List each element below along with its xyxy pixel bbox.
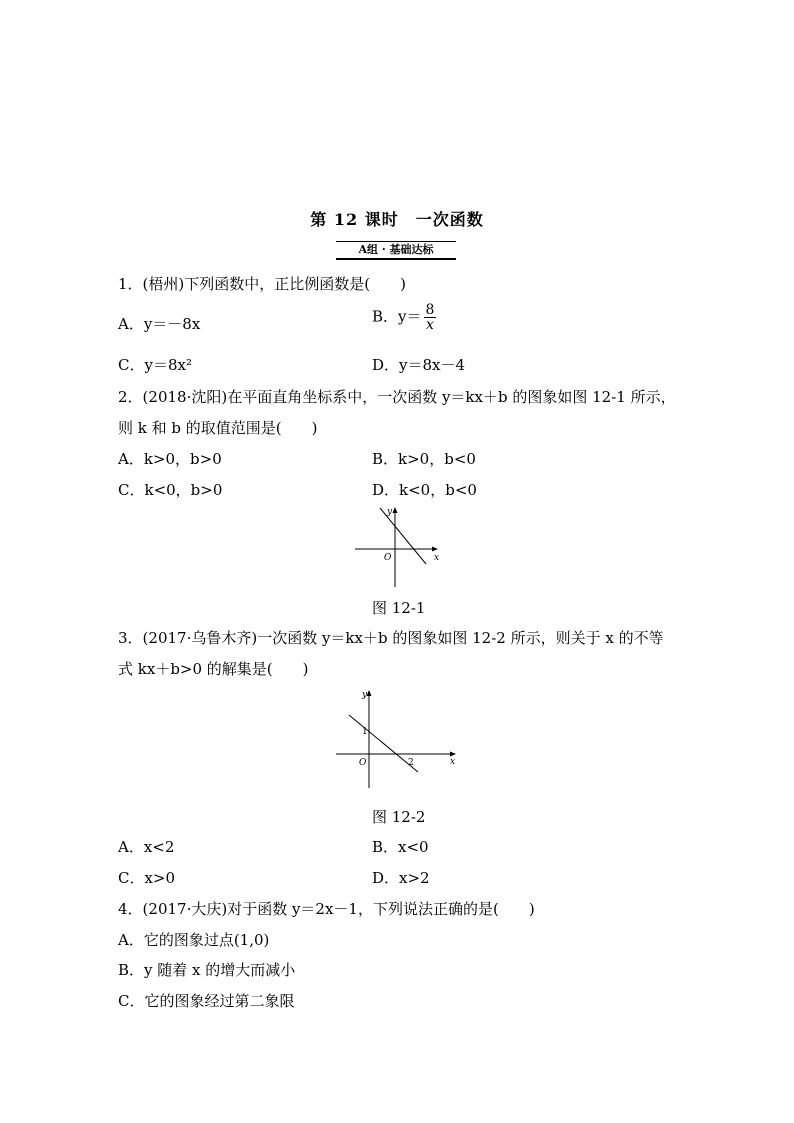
question-2-option-c: C．k<0，b>0 — [118, 481, 223, 499]
question-4-option-a: A．它的图象过点(1,0) — [118, 931, 270, 949]
fraction-8-over-x — [424, 303, 437, 332]
question-4-stem: 4．(2017·大庆)对于函数 y＝2x－1，下列说法正确的是( ) — [118, 900, 535, 918]
question-4-option-c: C．它的图象经过第二象限 — [118, 992, 295, 1010]
question-2-stem-line2: 则 k 和 b 的取值范围是( ) — [118, 419, 318, 437]
figure-12-1 — [350, 502, 445, 592]
x-axis-label: x — [434, 553, 440, 563]
question-2-option-a: A．k>0，b>0 — [118, 450, 222, 468]
question-1-option-d: D．y＝8x－4 — [372, 356, 466, 374]
question-3-option-d: D．x>2 — [372, 869, 430, 887]
origin-label: O — [359, 758, 367, 768]
fraction-numerator: 8 — [425, 302, 435, 318]
y-axis-arrow — [393, 507, 398, 513]
question-2-option-b: B．k>0，b<0 — [372, 450, 476, 468]
section-badge: A组 · 基础达标 — [336, 241, 456, 260]
x-intercept-label: 2 — [408, 758, 414, 768]
y-axis-label: y — [387, 507, 393, 517]
question-1-stem: 1．(梧州)下列函数中，正比例函数是( ) — [118, 275, 406, 293]
option-b-prefix: B．y＝ — [372, 307, 422, 326]
question-1-option-b — [372, 303, 436, 332]
x-axis-arrow — [450, 752, 456, 757]
question-2-stem-line1: 2．(2018·沈阳)在平面直角坐标系中，一次函数 y＝kx＋b 的图象如图 12-1 所示， — [118, 388, 676, 406]
figure-12-2 — [334, 684, 464, 790]
y-axis-arrow — [367, 690, 372, 696]
figure-12-1-caption: 图 12-1 — [372, 599, 426, 617]
question-3-option-b: B．x<0 — [372, 838, 429, 856]
fraction-denominator: x — [426, 317, 434, 333]
y-intercept-label: 1 — [362, 727, 368, 737]
question-3-stem-line2: 式 kx＋b>0 的解集是( ) — [118, 660, 309, 678]
question-4-option-b: B．y 随着 x 的增大而减小 — [118, 961, 296, 979]
question-3-option-c: C．x>0 — [118, 869, 176, 887]
x-axis-arrow — [432, 547, 438, 552]
lesson-title: 第 12 课时 一次函数 — [310, 210, 484, 229]
question-2-option-d: D．k<0，b<0 — [372, 481, 477, 499]
question-3-option-a: A．x<2 — [118, 838, 175, 856]
origin-label: O — [384, 553, 392, 563]
question-3-stem-line1: 3．(2017·乌鲁木齐)一次函数 y＝kx＋b 的图象如图 12-2 所示，则关于 x 的不等 — [118, 629, 664, 647]
y-axis-label: y — [362, 690, 368, 700]
figure-12-2-caption: 图 12-2 — [372, 808, 426, 826]
x-axis-label: x — [450, 757, 456, 767]
question-1-option-a: A．y＝－8x — [118, 315, 201, 333]
question-1-option-c: C．y＝8x² — [118, 356, 192, 374]
